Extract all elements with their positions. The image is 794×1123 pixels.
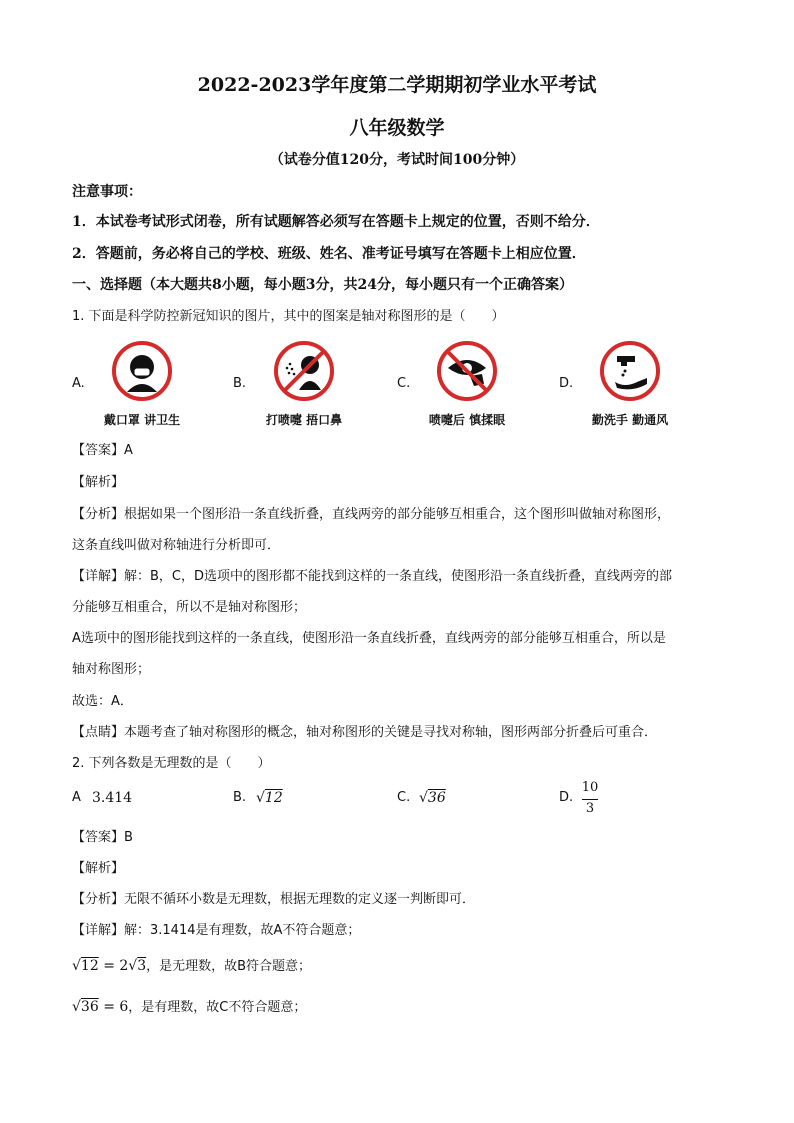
q1-xiangjie-line-3: A选项中的图形能找到这样的一条直线，使图形沿一条直线折叠，直线两旁的部分能够互相重合，所以是 <box>72 631 666 646</box>
q1-option-c-caption: 喷嚏后 慎揉眼 <box>428 413 506 427</box>
q2-line-b-eq: = 2 <box>98 958 129 974</box>
q1-option-d-letter: D. <box>559 376 574 391</box>
q1-option-a-letter: A. <box>72 376 85 391</box>
hand-wash-icon <box>599 340 661 402</box>
q2-option-b-letter: B. <box>233 790 247 805</box>
q1-xiangjie-line-4: 轴对称图形； <box>72 662 151 677</box>
exam-subject: 八年级数学 <box>349 117 445 139</box>
no-eye-rub-icon <box>436 340 498 402</box>
q2-line-c-text: ，是有理数，故C不符合题意； <box>128 1000 307 1015</box>
notice-item-2: 2．答题前，务必将自己的学校、班级、姓名、准考证号填写在答题卡上相应位置． <box>72 246 586 262</box>
q2-line-b-radicand: 3 <box>137 958 147 974</box>
q2-option-b-value: 12 <box>264 790 283 806</box>
no-sneeze-icon <box>273 340 335 402</box>
q1-answer: 【答案】A <box>72 443 133 458</box>
q1-option-d-caption: 勤洗手 勤通风 <box>591 413 669 427</box>
q2-option-d-numerator: 10 <box>581 780 599 795</box>
q2-answer: 【答案】B <box>72 830 133 845</box>
notice-heading: 注意事项： <box>72 184 142 200</box>
q2-line-b-left: 12 <box>80 958 99 974</box>
q1-option-c-letter: C. <box>397 376 411 391</box>
q2-line-c: √36 = 6，是有理数，故C不符合题意； <box>72 999 307 1015</box>
q1-option-a-caption: 戴口罩 讲卫生 <box>103 413 181 427</box>
notice-item-1: 1．本试卷考试形式闭卷，所有试题解答必须写在答题卡上规定的位置，否则不给分． <box>72 214 600 230</box>
q2-fenxi: 【分析】无限不循环小数是无理数，根据无理数的定义逐一判断即可． <box>72 892 476 907</box>
q2-option-a-letter: A <box>72 790 81 805</box>
q2-option-d-fraction-bar <box>582 799 598 800</box>
q2-line-c-left: 36 <box>80 999 99 1015</box>
q2-option-d-letter: D. <box>559 790 574 805</box>
q2-option-c-letter: C. <box>397 790 411 805</box>
q1-xiangjie-line-1: 【详解】解：B，C，D选项中的图形都不能找到这样的一条直线，使图形沿一条直线折叠，直线两旁的部 <box>72 569 673 584</box>
q1-analysis-label: 【解析】 <box>72 475 125 490</box>
q1-xiangjie-line-2: 分能够互相重合，所以不是轴对称图形； <box>72 600 307 615</box>
q2-option-b-sqrt: √12 <box>256 790 283 806</box>
exam-note: （试卷分值120分，考试时间100分钟） <box>269 152 525 168</box>
q2-option-c-value: 36 <box>427 790 446 806</box>
q2-analysis-label: 【解析】 <box>72 861 125 876</box>
q2-option-a-value: 3.414 <box>92 790 133 806</box>
q2-xiangjie: 【详解】解：3.1414是有理数，故A不符合题意； <box>72 923 361 938</box>
section-heading: 一、选择题（本大题共8小题，每小题3分，共24分，每小题只有一个正确答案） <box>72 277 573 293</box>
q1-stem: 1. 下面是科学防控新冠知识的图片，其中的图案是轴对称图形的是（ ） <box>72 309 505 324</box>
q1-fenxi-line-2: 这条直线叫做对称轴进行分析即可． <box>72 538 281 553</box>
q2-line-b: √12 = 2√3，是无理数，故B符合题意； <box>72 958 312 974</box>
q1-option-b-letter: B. <box>233 376 247 391</box>
mask-person-icon <box>111 340 173 402</box>
q2-line-c-eq: = 6 <box>98 999 129 1015</box>
q2-option-d-denominator: 3 <box>585 801 595 816</box>
q1-dianjing: 【点睛】本题考查了轴对称图形的概念，轴对称图形的关键是寻找对称轴，图形两部分折叠后可重合． <box>72 725 658 740</box>
q2-stem: 2. 下列各数是无理数的是（ ） <box>72 756 271 771</box>
q1-option-b-caption: 打喷嚏 捂口鼻 <box>265 413 343 427</box>
q2-line-b-text: ，是无理数，故B符合题意； <box>146 959 312 974</box>
q1-choice: 故选：A． <box>72 694 133 709</box>
q2-option-c-sqrt: √36 <box>419 790 446 806</box>
exam-title: 2022-2023学年度第二学期期初学业水平考试 <box>197 74 597 96</box>
q1-fenxi-line-1: 【分析】根据如果一个图形沿一条直线折叠，直线两旁的部分能够互相重合，这个图形叫做轴对称图形， <box>72 507 671 522</box>
